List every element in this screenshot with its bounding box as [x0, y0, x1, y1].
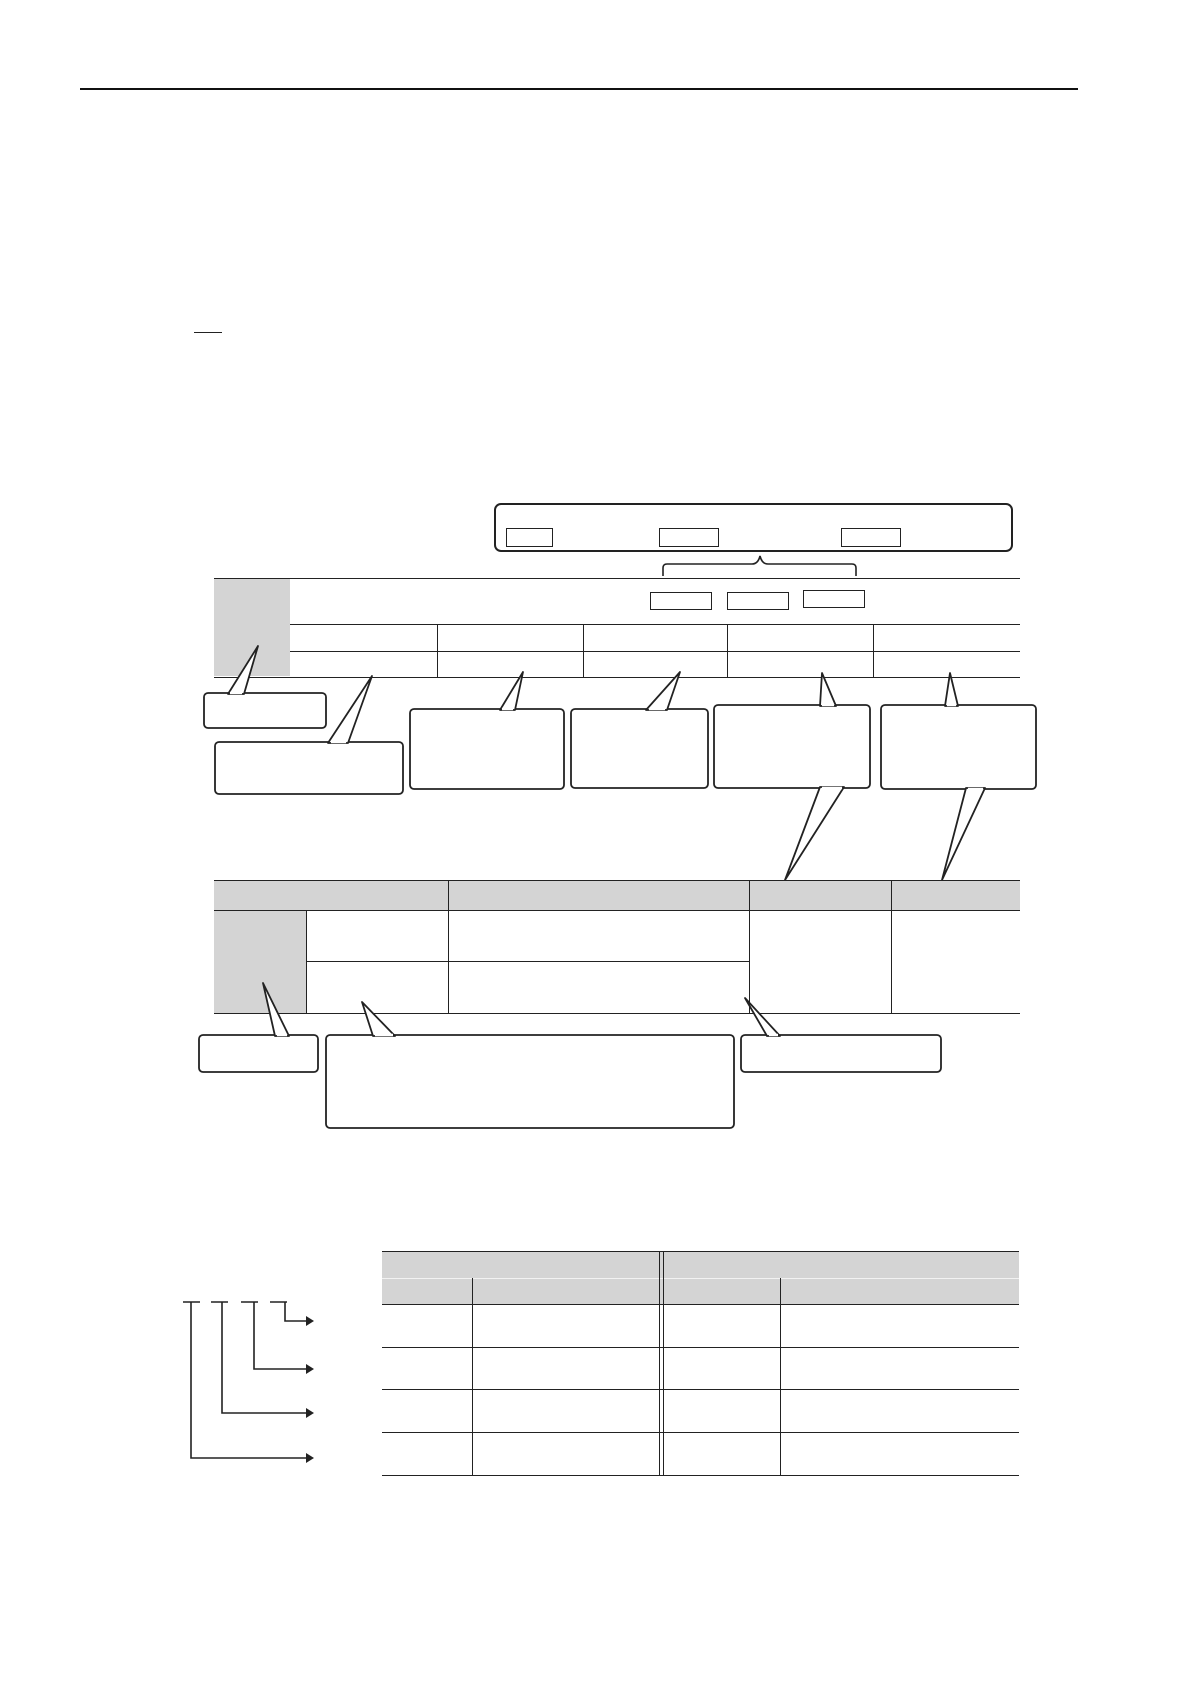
- digit-group-header-1: [382, 1251, 659, 1278]
- banner-box-3: [841, 528, 901, 547]
- format-col-divider-3: [727, 624, 728, 677]
- banner-box-1: [506, 528, 553, 547]
- param-number-cell: [214, 578, 290, 676]
- detail-table-param-cell: [214, 910, 306, 1013]
- digit-row-rule-3: [382, 1432, 1019, 1433]
- digit-table-bottom-rule: [382, 1475, 1019, 1476]
- digit-row-rule-2: [382, 1389, 1019, 1390]
- format-col-divider-1: [437, 624, 438, 677]
- header-rule: [80, 88, 1078, 90]
- format-table-mid-rule-2: [290, 651, 1020, 652]
- digit-table-header-rule: [382, 1304, 1019, 1305]
- format-table-mid-rule-1: [290, 624, 1020, 625]
- digit-row-rule-1: [382, 1347, 1019, 1348]
- digit-col-divider-double-b: [663, 1251, 664, 1475]
- param-header-box-1: [650, 592, 712, 610]
- format-col-divider-2: [583, 624, 584, 677]
- banner-box-2: [659, 528, 719, 547]
- format-table-bottom-rule: [214, 677, 1020, 678]
- digit-col-divider-double-a: [659, 1251, 660, 1475]
- short-underline-mark: [194, 332, 222, 333]
- digit-group-header-2: [663, 1251, 1019, 1278]
- param-header-box-3: [803, 590, 865, 608]
- digit-table-sub-header: [382, 1278, 1019, 1304]
- param-header-box-2: [727, 592, 789, 610]
- detail-header-2: [448, 880, 749, 910]
- detail-col-divider-1: [306, 910, 307, 1013]
- digit-col-divider-1: [472, 1278, 473, 1475]
- format-col-divider-4: [873, 624, 874, 677]
- detail-table-bottom-rule: [214, 1013, 1020, 1014]
- detail-header-1: [214, 880, 448, 910]
- detail-header-3: [749, 880, 891, 910]
- digit-col-divider-3: [780, 1278, 781, 1475]
- digit-table-group-rule: [382, 1278, 1019, 1279]
- top-banner-callout: [494, 503, 1013, 552]
- format-table-top-rule: [214, 578, 1020, 579]
- detail-table-row-rule: [306, 961, 749, 962]
- detail-header-4: [891, 880, 1020, 910]
- detail-table-header-rule: [214, 910, 1020, 911]
